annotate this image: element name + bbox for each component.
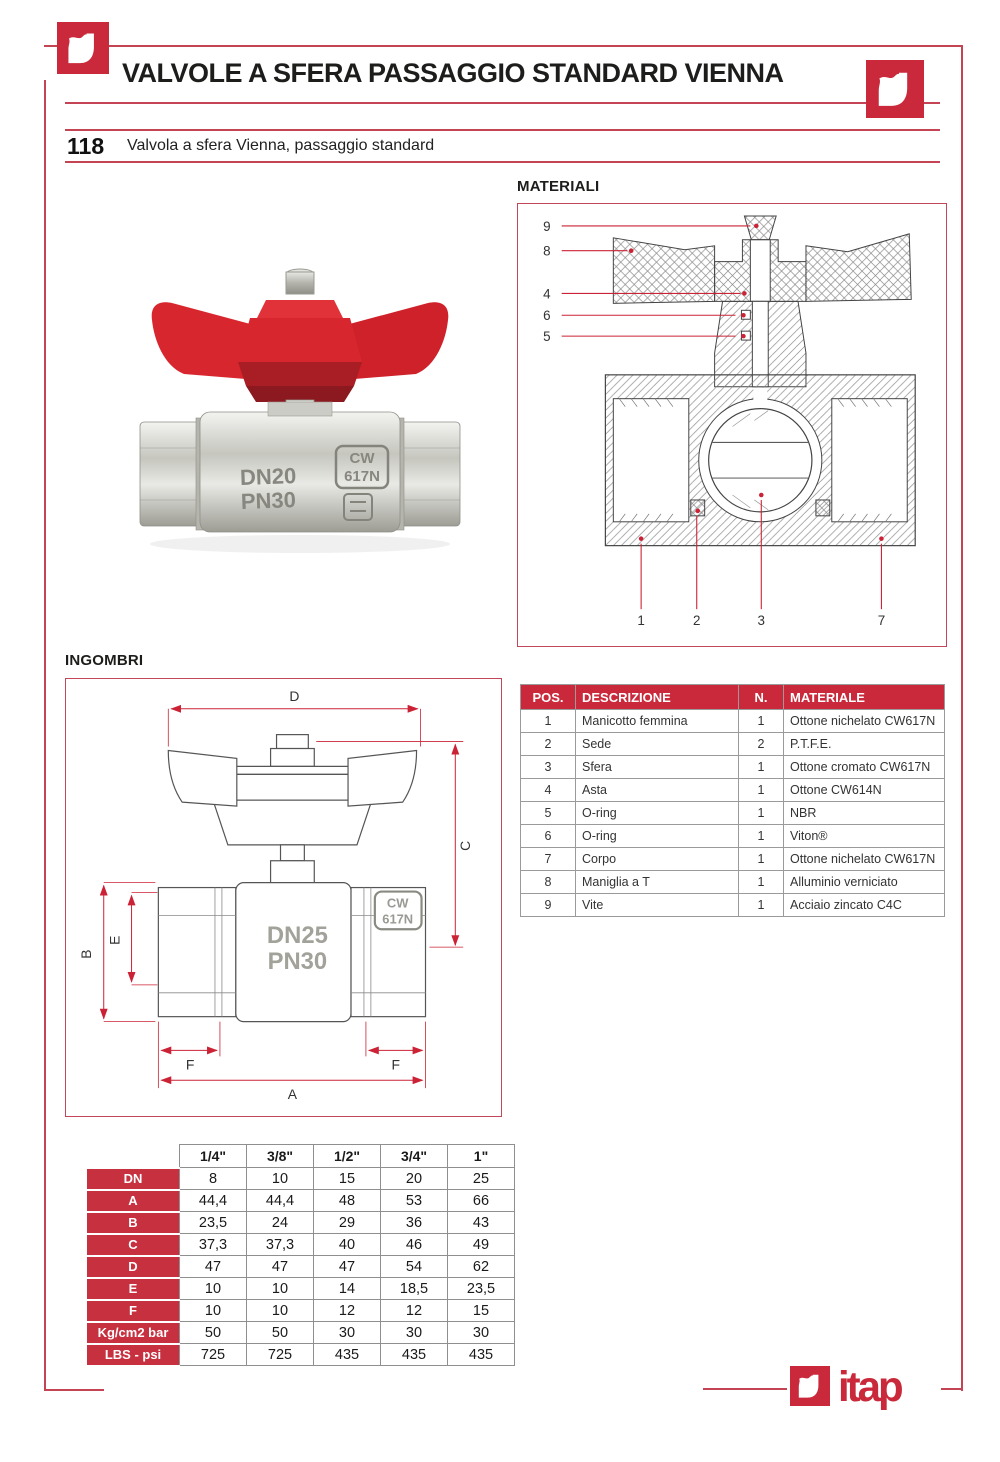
dims-row xyxy=(86,1322,515,1344)
table-cell: 1 xyxy=(739,894,784,917)
table-cell: 49 xyxy=(448,1234,515,1256)
product-subtitle: Valvola a sfera Vienna, passaggio standard xyxy=(127,137,435,154)
table-cell: 48 xyxy=(314,1190,381,1212)
table-cell: 15 xyxy=(314,1168,381,1190)
table-cell: 1 xyxy=(739,825,784,848)
table-cell: 50 xyxy=(180,1322,247,1344)
rule-top xyxy=(44,45,963,47)
materiali-box xyxy=(517,203,947,647)
callout-1: 1 xyxy=(637,613,645,629)
table-cell: NBR xyxy=(784,802,945,825)
photo-valve-body xyxy=(140,402,460,532)
table-cell: 8 xyxy=(180,1168,247,1190)
table-cell: 10 xyxy=(247,1300,314,1322)
drawing-stem xyxy=(752,301,768,386)
materials-row xyxy=(521,710,945,733)
callout-7: 7 xyxy=(877,613,886,629)
rule-footer-right-stub xyxy=(941,1388,963,1390)
svg-text:617N: 617N xyxy=(382,911,414,927)
rule-below-code xyxy=(65,161,940,163)
materials-row xyxy=(521,894,945,917)
table-cell: Manicotto femmina xyxy=(576,710,739,733)
svg-text:DN25: DN25 xyxy=(266,922,328,950)
dims-row xyxy=(86,1190,515,1212)
rule-bottom-left-stub xyxy=(44,1389,104,1391)
photo-red-handle xyxy=(152,300,449,402)
dim-label-B: B xyxy=(77,949,94,959)
materials-row xyxy=(521,825,945,848)
dim-label-F-left: F xyxy=(185,1056,195,1073)
column-header: N. xyxy=(739,685,784,710)
table-cell: 3 xyxy=(521,756,576,779)
dims-row xyxy=(86,1256,515,1278)
table-cell: 2 xyxy=(521,733,576,756)
materials-header-row xyxy=(521,685,945,710)
table-cell: 7 xyxy=(521,848,576,871)
table-cell: 1 xyxy=(521,710,576,733)
ingombri-dimension-drawing xyxy=(66,679,498,1113)
svg-text:CW: CW xyxy=(386,895,409,911)
brand-wordmark: itap xyxy=(838,1362,901,1411)
dimension-row-label: DN xyxy=(86,1168,180,1190)
dimension-row-label: F xyxy=(86,1300,180,1322)
drawing-seat-right xyxy=(816,500,830,516)
materiali-heading: MATERIALI xyxy=(517,178,600,195)
dimension-row-label: E xyxy=(86,1278,180,1300)
table-cell: 725 xyxy=(247,1344,314,1366)
dims-row xyxy=(86,1168,515,1190)
table-cell: 9 xyxy=(521,894,576,917)
drawing-badge xyxy=(375,892,422,930)
ingombri-heading: INGOMBRI xyxy=(65,652,144,669)
table-cell: 8 xyxy=(521,871,576,894)
table-cell: 14 xyxy=(314,1278,381,1300)
rule-above-code xyxy=(65,129,940,131)
brand-logo-icon xyxy=(790,1366,830,1406)
materials-row xyxy=(521,756,945,779)
dim-label-C: C xyxy=(457,840,474,851)
drawing-bore-right xyxy=(832,399,907,522)
table-cell: 44,4 xyxy=(247,1190,314,1212)
photo-shadow xyxy=(150,535,450,553)
table-cell: 29 xyxy=(314,1212,381,1234)
table-cell: O-ring xyxy=(576,825,739,848)
column-header: DESCRIZIONE xyxy=(576,685,739,710)
table-cell: 18,5 xyxy=(381,1278,448,1300)
dim-label-D: D xyxy=(289,687,300,704)
table-cell: 10 xyxy=(247,1168,314,1190)
dims-row xyxy=(86,1300,515,1322)
table-cell: 15 xyxy=(448,1300,515,1322)
table-cell: 4 xyxy=(521,779,576,802)
table-cell: 23,5 xyxy=(180,1212,247,1234)
table-cell: 12 xyxy=(381,1300,448,1322)
table-cell: 10 xyxy=(180,1300,247,1322)
callout-4: 4 xyxy=(543,286,551,302)
table-cell: 53 xyxy=(381,1190,448,1212)
table-cell: Ottone cromato CW617N xyxy=(784,756,945,779)
column-header: MATERIALE xyxy=(784,685,945,710)
size-column-header: 3/8" xyxy=(247,1145,314,1168)
dimension-row-label: Kg/cm2 bar xyxy=(86,1322,180,1344)
brand-logo-icon xyxy=(57,22,109,74)
table-cell: 435 xyxy=(381,1344,448,1366)
table-cell: 23,5 xyxy=(448,1278,515,1300)
valve-outline xyxy=(158,735,425,1022)
dimensions-table xyxy=(85,1144,515,1367)
table-cell: 47 xyxy=(314,1256,381,1278)
table-cell: 43 xyxy=(448,1212,515,1234)
table-cell: 54 xyxy=(381,1256,448,1278)
table-cell: 6 xyxy=(521,825,576,848)
callout-6: 6 xyxy=(543,308,551,324)
callout-3: 3 xyxy=(757,613,766,629)
product-photo xyxy=(135,262,465,562)
dimension-row-label: C xyxy=(86,1234,180,1256)
table-cell: 40 xyxy=(314,1234,381,1256)
size-column-header: 1" xyxy=(448,1145,515,1168)
table-cell: 30 xyxy=(381,1322,448,1344)
table-cell: 1 xyxy=(739,756,784,779)
rule-right xyxy=(961,45,963,1391)
column-header: POS. xyxy=(521,685,576,710)
materials-row xyxy=(521,802,945,825)
table-cell: 47 xyxy=(180,1256,247,1278)
table-cell: Alluminio verniciato xyxy=(784,871,945,894)
table-cell: Sfera xyxy=(576,756,739,779)
table-cell: Asta xyxy=(576,779,739,802)
table-cell: 12 xyxy=(314,1300,381,1322)
brand-logo-icon xyxy=(866,60,924,118)
table-cell: P.T.F.E. xyxy=(784,733,945,756)
dim-label-F-right: F xyxy=(391,1056,400,1073)
table-cell: 1 xyxy=(739,848,784,871)
size-column-header: 3/4" xyxy=(381,1145,448,1168)
materials-row xyxy=(521,848,945,871)
table-cell: 10 xyxy=(180,1278,247,1300)
table-cell: Ottone CW614N xyxy=(784,779,945,802)
callout-2: 2 xyxy=(693,613,701,629)
svg-text:DN20: DN20 xyxy=(239,463,297,491)
table-cell: 30 xyxy=(314,1322,381,1344)
table-cell: Acciaio zincato C4C xyxy=(784,894,945,917)
table-cell: 44,4 xyxy=(180,1190,247,1212)
corner-cell xyxy=(86,1145,180,1168)
svg-text:617N: 617N xyxy=(344,468,380,485)
dim-label-A: A xyxy=(287,1086,298,1103)
size-column-header: 1/2" xyxy=(314,1145,381,1168)
materials-row xyxy=(521,871,945,894)
table-cell: 24 xyxy=(247,1212,314,1234)
dims-row xyxy=(86,1234,515,1256)
table-cell: Ottone nichelato CW617N xyxy=(784,848,945,871)
rule-under-title xyxy=(65,102,940,104)
table-cell: Sede xyxy=(576,733,739,756)
table-cell: 5 xyxy=(521,802,576,825)
drawing-screw xyxy=(744,216,776,240)
table-cell: 725 xyxy=(180,1344,247,1366)
callout-5: 5 xyxy=(543,329,551,345)
drawing-body-marking xyxy=(267,922,328,975)
table-cell: 20 xyxy=(381,1168,448,1190)
table-cell: 37,3 xyxy=(180,1234,247,1256)
table-cell: 1 xyxy=(739,871,784,894)
svg-text:PN30: PN30 xyxy=(240,487,297,515)
table-cell: 1 xyxy=(739,802,784,825)
materials-row xyxy=(521,733,945,756)
dims-row xyxy=(86,1278,515,1300)
ingombri-box xyxy=(65,678,502,1117)
dimension-row-label: B xyxy=(86,1212,180,1234)
table-cell: 37,3 xyxy=(247,1234,314,1256)
materials-body xyxy=(521,710,945,917)
dimension-row-label: D xyxy=(86,1256,180,1278)
table-cell: Ottone nichelato CW617N xyxy=(784,710,945,733)
table-cell: Corpo xyxy=(576,848,739,871)
materials-table xyxy=(520,684,945,917)
page-title: VALVOLE A SFERA PASSAGGIO STANDARD VIENNA xyxy=(122,58,784,88)
svg-text:CW: CW xyxy=(349,450,375,467)
table-cell: 47 xyxy=(247,1256,314,1278)
table-cell: 66 xyxy=(448,1190,515,1212)
materials-row xyxy=(521,779,945,802)
callout-8: 8 xyxy=(543,243,551,259)
table-cell: 62 xyxy=(448,1256,515,1278)
materiali-section-drawing xyxy=(518,204,943,643)
drawing-seat-left xyxy=(691,500,705,516)
table-cell: 1 xyxy=(739,779,784,802)
dims-body xyxy=(86,1168,515,1366)
svg-text:PN30: PN30 xyxy=(267,947,328,975)
dimension-row-label: A xyxy=(86,1190,180,1212)
drawing-bore-left xyxy=(613,399,688,522)
dim-label-E: E xyxy=(106,935,123,945)
table-cell: Viton® xyxy=(784,825,945,848)
dimension-row-label: LBS - psi xyxy=(86,1344,180,1366)
drawing-handle-right xyxy=(806,234,911,302)
photo-body-marking xyxy=(240,463,298,514)
photo-bolt xyxy=(286,272,314,294)
table-cell: 10 xyxy=(247,1278,314,1300)
size-column-header: 1/4" xyxy=(180,1145,247,1168)
dims-header-row xyxy=(86,1145,515,1168)
table-cell: 50 xyxy=(247,1322,314,1344)
table-cell: 435 xyxy=(314,1344,381,1366)
callout-9: 9 xyxy=(543,218,551,234)
table-cell: 1 xyxy=(739,710,784,733)
table-cell: O-ring xyxy=(576,802,739,825)
table-cell: 36 xyxy=(381,1212,448,1234)
table-cell: Vite xyxy=(576,894,739,917)
table-cell: 435 xyxy=(448,1344,515,1366)
table-cell: 25 xyxy=(448,1168,515,1190)
product-code: 118 xyxy=(67,133,105,159)
table-cell: 30 xyxy=(448,1322,515,1344)
rule-footer-left-stub xyxy=(703,1388,787,1390)
dims-row xyxy=(86,1344,515,1366)
table-cell: 46 xyxy=(381,1234,448,1256)
table-cell: 2 xyxy=(739,733,784,756)
table-cell: Maniglia a T xyxy=(576,871,739,894)
rule-left xyxy=(44,80,46,1391)
dims-row xyxy=(86,1212,515,1234)
